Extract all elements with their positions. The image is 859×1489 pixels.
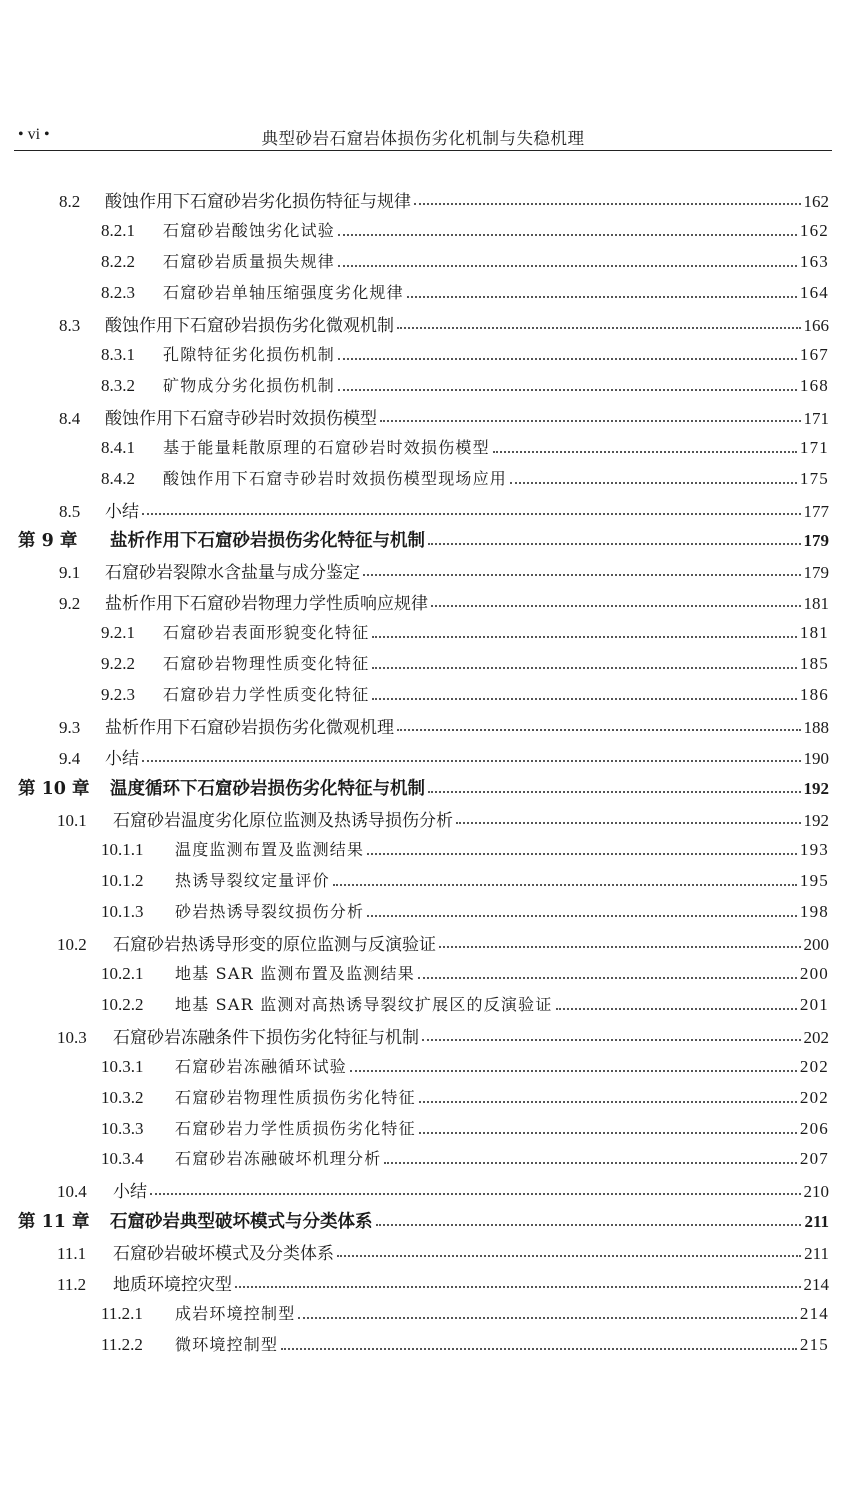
toc-entry-page: 200 <box>799 963 829 983</box>
toc-section-entry[interactable] <box>101 249 829 275</box>
book-title: 典型砂岩石窟岩体损伤劣化机制与失稳机理 <box>261 129 585 148</box>
toc-section-entry[interactable] <box>57 1177 829 1203</box>
toc-section-entry[interactable] <box>101 435 829 461</box>
toc-entry-page: 163 <box>799 251 829 271</box>
toc-dot-leader <box>419 1101 797 1103</box>
toc-entry-title: 石窟砂岩物理性质损伤劣化特征 <box>175 1087 416 1107</box>
toc-entry-page: 186 <box>799 685 829 705</box>
toc-entry-page: 198 <box>799 901 829 921</box>
toc-entry-title: 石窟砂岩冻融破坏机理分析 <box>175 1149 382 1169</box>
toc-entry-page: 181 <box>799 623 829 643</box>
toc-entry-number: 8.3.2 <box>101 375 135 395</box>
toc-entry-page: 177 <box>803 501 829 521</box>
toc-entry-page: 214 <box>803 1275 829 1295</box>
toc-entry-title: 石窟砂岩冻融循环试验 <box>175 1056 348 1076</box>
toc-entry-page: 192 <box>803 811 829 830</box>
toc-entry-title: 石窟砂岩表面形貌变化特征 <box>163 623 370 643</box>
toc-dot-leader <box>333 884 797 886</box>
toc-entry-number: 11.2.2 <box>101 1335 143 1355</box>
toc-section-entry[interactable] <box>101 961 829 987</box>
toc-entry-page: 202 <box>803 1027 829 1047</box>
toc-dot-leader <box>397 327 801 329</box>
toc-dot-leader <box>407 296 797 298</box>
toc-entry-page: 206 <box>799 1118 829 1138</box>
toc-entry-page: 164 <box>799 282 829 302</box>
toc-section-entry[interactable] <box>57 806 829 832</box>
toc-entry-title: 热诱导裂纹定量评价 <box>175 870 330 890</box>
toc-entry-page: 168 <box>799 375 829 395</box>
toc-dot-leader <box>372 636 796 638</box>
toc-entry-number: 9.2.3 <box>101 685 135 705</box>
toc-entry-title: 石窟砂岩热诱导形变的原位监测与反演验证 <box>113 934 436 955</box>
toc-entry-title: 微环境控制型 <box>175 1335 279 1355</box>
toc-section-entry[interactable] <box>101 868 829 894</box>
toc-dot-leader <box>150 1193 801 1195</box>
toc-entry-title: 石窟砂岩力学性质损伤劣化特征 <box>175 1118 416 1138</box>
toc-dot-leader <box>338 234 797 236</box>
toc-section-entry[interactable] <box>101 620 829 646</box>
page-number: • vi • <box>18 126 50 143</box>
toc-entry-number: 第 10 章 <box>18 779 90 800</box>
toc-entry-number: 8.2.1 <box>101 220 135 240</box>
toc-entry-number: 10.3.3 <box>101 1118 144 1138</box>
toc-entry-number: 10.3.4 <box>101 1149 144 1169</box>
toc-entry-title: 石窟砂岩破坏模式及分类体系 <box>113 1244 334 1265</box>
toc-section-entry[interactable] <box>101 280 829 306</box>
toc-section-entry[interactable] <box>57 1270 829 1296</box>
toc-entry-page: 171 <box>803 408 829 428</box>
toc-dot-leader <box>493 451 797 453</box>
toc-section-entry[interactable] <box>59 589 829 615</box>
toc-entry-title: 石窟砂岩裂隙水含盐量与成分鉴定 <box>105 563 360 584</box>
toc-entry-page: 171 <box>799 437 829 457</box>
toc-entry-title: 地基 SAR 监测布置及监测结果 <box>175 963 415 983</box>
toc-dot-leader <box>142 513 801 515</box>
toc-entry-title: 石窟砂岩冻融条件下损伤劣化特征与机制 <box>113 1027 419 1048</box>
toc-entry-page: 195 <box>799 870 829 890</box>
toc-entry-page: 162 <box>799 220 829 240</box>
toc-entry-number: 第 9 章 <box>18 531 78 552</box>
toc-dot-leader <box>431 605 801 607</box>
toc-section-entry[interactable] <box>57 1023 829 1049</box>
toc-entry-number: 11.1 <box>57 1244 87 1264</box>
running-header <box>14 125 832 151</box>
toc-section-entry[interactable] <box>59 187 829 213</box>
toc-dot-leader <box>380 420 801 422</box>
toc-entry-title: 石窟砂岩典型破坏模式与分类体系 <box>110 1212 373 1233</box>
toc-section-entry[interactable] <box>101 1116 829 1142</box>
toc-entry-number: 9.1 <box>59 563 81 583</box>
toc-entry-title: 小结 <box>105 749 139 770</box>
toc-chapter-entry[interactable] <box>18 527 829 553</box>
toc-section-entry[interactable] <box>57 930 829 956</box>
toc-section-entry[interactable] <box>59 311 829 337</box>
toc-entry-page: 167 <box>799 344 829 364</box>
toc-entry-title: 石窟砂岩酸蚀劣化试验 <box>163 220 336 240</box>
toc-entry-title: 酸蚀作用下石窟砂岩损伤劣化微观机制 <box>105 315 394 336</box>
toc-section-entry[interactable] <box>101 466 829 492</box>
toc-section-entry[interactable] <box>101 899 829 925</box>
toc-dot-leader <box>337 1255 801 1257</box>
toc-dot-leader <box>142 760 801 762</box>
toc-entry-title: 酸蚀作用下石窟砂岩劣化损伤特征与规律 <box>105 192 411 212</box>
toc-entry-number: 9.2 <box>59 594 81 614</box>
toc-entry-number: 9.2.2 <box>101 654 135 674</box>
toc-dot-leader <box>338 389 797 391</box>
toc-entry-title: 小结 <box>113 1182 147 1203</box>
toc-entry-number: 10.3.2 <box>101 1087 144 1107</box>
toc-dot-leader <box>510 482 797 484</box>
toc-dot-leader <box>384 1162 796 1164</box>
toc-entry-number: 10.1.2 <box>101 870 144 890</box>
toc-section-entry[interactable] <box>101 1146 829 1172</box>
toc-entry-title: 石窟砂岩单轴压缩强度劣化规律 <box>163 282 404 302</box>
toc-entry-page: 211 <box>804 1244 829 1264</box>
toc-entry-title: 石窟砂岩力学性质变化特征 <box>163 685 370 705</box>
toc-entry-page: 214 <box>799 1304 829 1324</box>
toc-dot-leader <box>376 1224 802 1226</box>
toc-entry-number: 8.3 <box>59 315 81 335</box>
toc-dot-leader <box>397 729 801 731</box>
toc-section-entry[interactable] <box>59 744 829 770</box>
toc-entry-page: 162 <box>803 192 829 211</box>
toc-entry-title: 盐析作用下石窟砂岩损伤劣化特征与机制 <box>110 531 425 552</box>
toc-dot-leader <box>298 1317 796 1319</box>
toc-entry-page: 215 <box>799 1335 829 1355</box>
toc-entry-number: 10.1.1 <box>101 839 144 859</box>
toc-chapter-entry[interactable] <box>18 775 829 801</box>
toc-dot-leader <box>367 853 797 855</box>
toc-entry-page: 166 <box>803 315 829 335</box>
toc-section-entry[interactable] <box>101 837 829 863</box>
toc-entry-page: 181 <box>803 594 829 614</box>
toc-section-entry[interactable] <box>59 404 829 430</box>
toc-section-entry[interactable] <box>101 992 829 1018</box>
toc-entry-title: 地质环境控灾型 <box>113 1275 232 1296</box>
toc-entry-number: 8.4.2 <box>101 468 135 488</box>
toc-dot-leader <box>414 203 801 205</box>
toc-entry-number: 8.2.2 <box>101 251 135 271</box>
toc-entry-title: 石窟砂岩温度劣化原位监测及热诱导损伤分析 <box>113 811 453 831</box>
toc-entry-page: 200 <box>803 934 829 954</box>
toc-dot-leader <box>422 1039 801 1041</box>
toc-section-entry[interactable] <box>59 497 829 523</box>
toc-entry-number: 10.2.2 <box>101 994 144 1014</box>
toc-dot-leader <box>367 915 797 917</box>
toc-entry-number: 第 11 章 <box>18 1212 90 1233</box>
toc-entry-number: 8.4 <box>59 408 81 428</box>
toc-section-entry[interactable] <box>57 1239 829 1265</box>
toc-entry-title: 小结 <box>105 501 139 522</box>
toc-dot-leader <box>235 1286 801 1288</box>
toc-dot-leader <box>556 1008 797 1010</box>
toc-section-entry[interactable] <box>101 682 829 708</box>
toc-entry-page: 179 <box>803 531 829 551</box>
toc-section-entry[interactable] <box>101 1332 829 1358</box>
toc-entry-page: 207 <box>799 1149 829 1169</box>
toc-entry-title: 盐析作用下石窟砂岩损伤劣化微观机理 <box>105 718 394 739</box>
toc-dot-leader <box>281 1348 797 1350</box>
toc-entry-page: 190 <box>803 749 829 769</box>
toc-section-entry[interactable] <box>101 342 829 368</box>
toc-entry-title: 成岩环境控制型 <box>175 1304 296 1324</box>
toc-entry-page: 175 <box>799 468 829 488</box>
toc-section-entry[interactable] <box>59 713 829 739</box>
toc-entry-title: 温度循环下石窟砂岩损伤劣化特征与机制 <box>110 779 425 800</box>
toc-section-entry[interactable] <box>101 373 829 399</box>
toc-dot-leader <box>428 791 801 793</box>
toc-entry-page: 193 <box>799 839 829 859</box>
toc-entry-page: 202 <box>799 1056 829 1076</box>
toc-section-entry[interactable] <box>101 1085 829 1111</box>
toc-entry-title: 石窟砂岩质量损失规律 <box>163 251 336 271</box>
toc-entry-title: 地基 SAR 监测对高热诱导裂纹扩展区的反演验证 <box>175 994 553 1014</box>
toc-entry-page: 201 <box>799 994 829 1014</box>
toc-entry-number: 9.4 <box>59 749 81 769</box>
toc-entry-number: 8.4.1 <box>101 437 135 457</box>
toc-entry-number: 10.3.1 <box>101 1056 144 1076</box>
toc-entry-page: 211 <box>804 1212 829 1232</box>
toc-entry-number: 10.4 <box>57 1182 87 1202</box>
toc-entry-number: 11.2.1 <box>101 1304 143 1324</box>
toc-entry-number: 8.2 <box>59 192 81 211</box>
toc-entry-page: 192 <box>803 779 829 799</box>
toc-entry-number: 10.1.3 <box>101 901 144 921</box>
toc-entry-number: 9.3 <box>59 718 81 738</box>
toc-chapter-entry[interactable] <box>18 1208 829 1234</box>
toc-section-entry[interactable] <box>59 558 829 584</box>
toc-dot-leader <box>372 667 796 669</box>
toc-entry-title: 孔隙特征劣化损伤机制 <box>163 344 336 364</box>
toc-entry-title: 温度监测布置及监测结果 <box>175 839 365 859</box>
toc-section-entry[interactable] <box>101 1054 829 1080</box>
toc-entry-number: 8.5 <box>59 501 81 521</box>
header-rule <box>14 150 832 151</box>
toc-entry-number: 10.3 <box>57 1027 87 1047</box>
toc-dot-leader <box>350 1070 797 1072</box>
toc-entry-title: 砂岩热诱导裂纹损伤分析 <box>175 901 365 921</box>
toc-entry-page: 188 <box>803 718 829 738</box>
toc-entry-page: 210 <box>803 1182 829 1202</box>
toc-dot-leader <box>439 946 801 948</box>
toc-dot-leader <box>428 543 801 545</box>
toc-entry-title: 石窟砂岩物理性质变化特征 <box>163 654 370 674</box>
toc-entry-number: 10.2 <box>57 934 87 954</box>
toc-section-entry[interactable] <box>101 1301 829 1327</box>
toc-entry-title: 盐析作用下石窟砂岩物理力学性质响应规律 <box>105 594 428 615</box>
toc-dot-leader <box>338 265 797 267</box>
toc-entry-title: 基于能量耗散原理的石窟砂岩时效损伤模型 <box>163 437 490 457</box>
toc-section-entry[interactable] <box>101 651 829 677</box>
toc-entry-number: 8.2.3 <box>101 282 135 302</box>
toc-entry-number: 10.2.1 <box>101 963 144 983</box>
toc-entry-number: 10.1 <box>57 811 87 830</box>
toc-dot-leader <box>372 698 796 700</box>
toc-entry-page: 202 <box>799 1087 829 1107</box>
toc-entry-title: 矿物成分劣化损伤机制 <box>163 375 336 395</box>
toc-section-entry[interactable] <box>101 218 829 244</box>
toc-entry-number: 8.3.1 <box>101 344 135 364</box>
toc-entry-page: 185 <box>799 654 829 674</box>
toc-dot-leader <box>338 358 797 360</box>
toc-dot-leader <box>456 822 801 824</box>
toc-entry-title: 酸蚀作用下石窟寺砂岩时效损伤模型 <box>105 408 377 429</box>
toc-entry-title: 酸蚀作用下石窟寺砂岩时效损伤模型现场应用 <box>163 468 508 488</box>
toc-entry-page: 179 <box>803 563 829 583</box>
toc-dot-leader <box>419 1132 797 1134</box>
toc-entry-number: 9.2.1 <box>101 623 135 643</box>
toc-entry-number: 11.2 <box>57 1275 87 1295</box>
toc-dot-leader <box>363 574 801 576</box>
toc-dot-leader <box>418 977 797 979</box>
